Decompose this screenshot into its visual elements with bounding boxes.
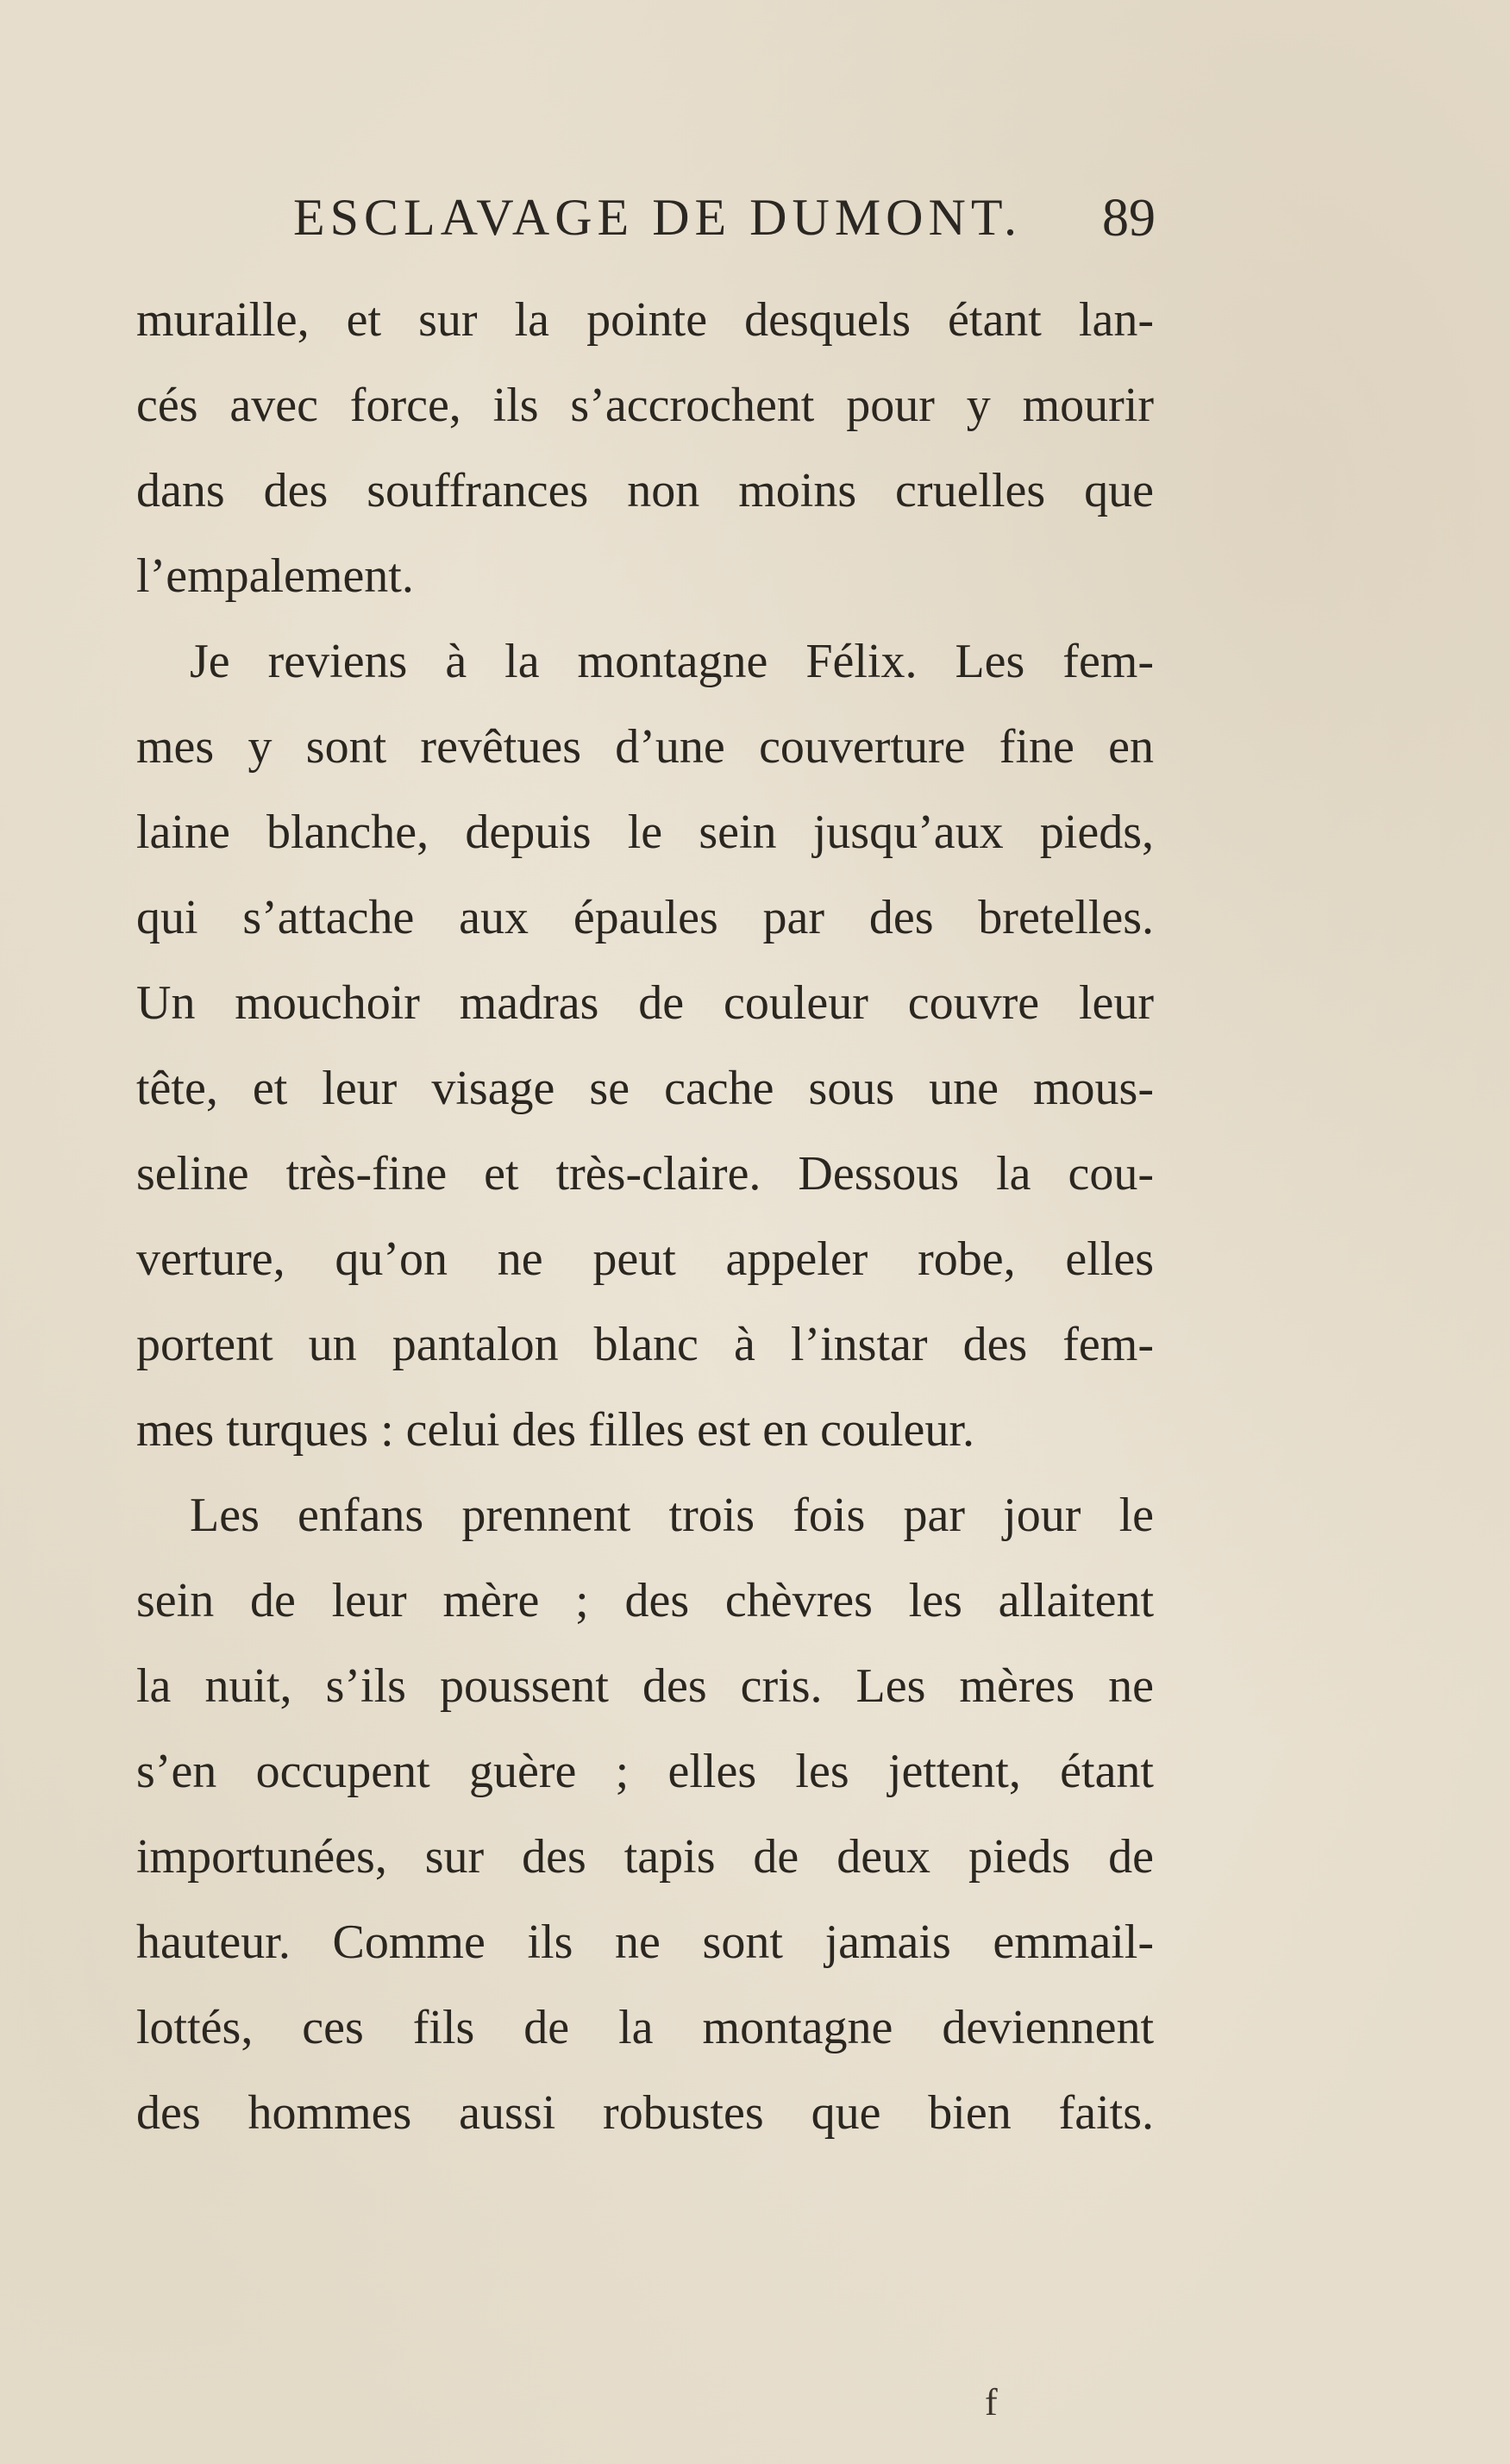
text-line: Les enfans prennent trois fois par jour le (190, 1489, 1154, 1542)
text-line: sein de leur mère ; des chèvres les allaitent (136, 1574, 1154, 1627)
text-line: dans des souffrances non moins cruelles que (136, 464, 1154, 517)
printer-mark: f (985, 2381, 998, 2423)
text-line: portent un pantalon blanc à l’instar des fem- (136, 1318, 1154, 1371)
text-line: tête, et leur visage se cache sous une mous- (136, 1062, 1154, 1115)
text-line: cés avec force, ils s’accrochent pour y mourir (136, 379, 1154, 432)
text-line: qui s’attache aux épaules par des bretelles. (136, 891, 1154, 944)
running-title: ESCLAVAGE DE DUMONT. (293, 189, 1023, 246)
text-line: verture, qu’on ne peut appeler robe, elles (136, 1232, 1154, 1286)
text-line: hauteur. Comme ils ne sont jamais emmail- (136, 1915, 1154, 1969)
text-line: mes turques : celui des filles est en couleur. (136, 1403, 974, 1457)
text-line: lottés, ces fils de la montagne deviennent (136, 2001, 1154, 2054)
text-line: Un mouchoir madras de couleur couvre leur (136, 976, 1154, 1030)
text-line: l’empalement. (136, 549, 414, 603)
text-line: importunées, sur des tapis de deux pieds de (136, 1830, 1154, 1884)
text-line: laine blanche, depuis le sein jusqu’aux pieds, (136, 806, 1154, 859)
text-line: muraille, et sur la pointe desquels étant lan- (136, 293, 1154, 347)
page-number: 89 (1102, 189, 1156, 248)
text-line: la nuit, s’ils poussent des cris. Les mères ne (136, 1659, 1154, 1713)
text-line: Je reviens à la montagne Félix. Les fem- (190, 635, 1154, 688)
running-head (138, 181, 1156, 259)
text-line: s’en occupent guère ; elles les jettent, étant (136, 1745, 1154, 1798)
text-line: seline très-fine et très-claire. Dessous la cou- (136, 1147, 1154, 1201)
text-line: des hommes aussi robustes que bien faits. (136, 2086, 1154, 2140)
text-line: mes y sont revêtues d’une couverture fine en (136, 720, 1154, 774)
body-text (136, 278, 1154, 2156)
